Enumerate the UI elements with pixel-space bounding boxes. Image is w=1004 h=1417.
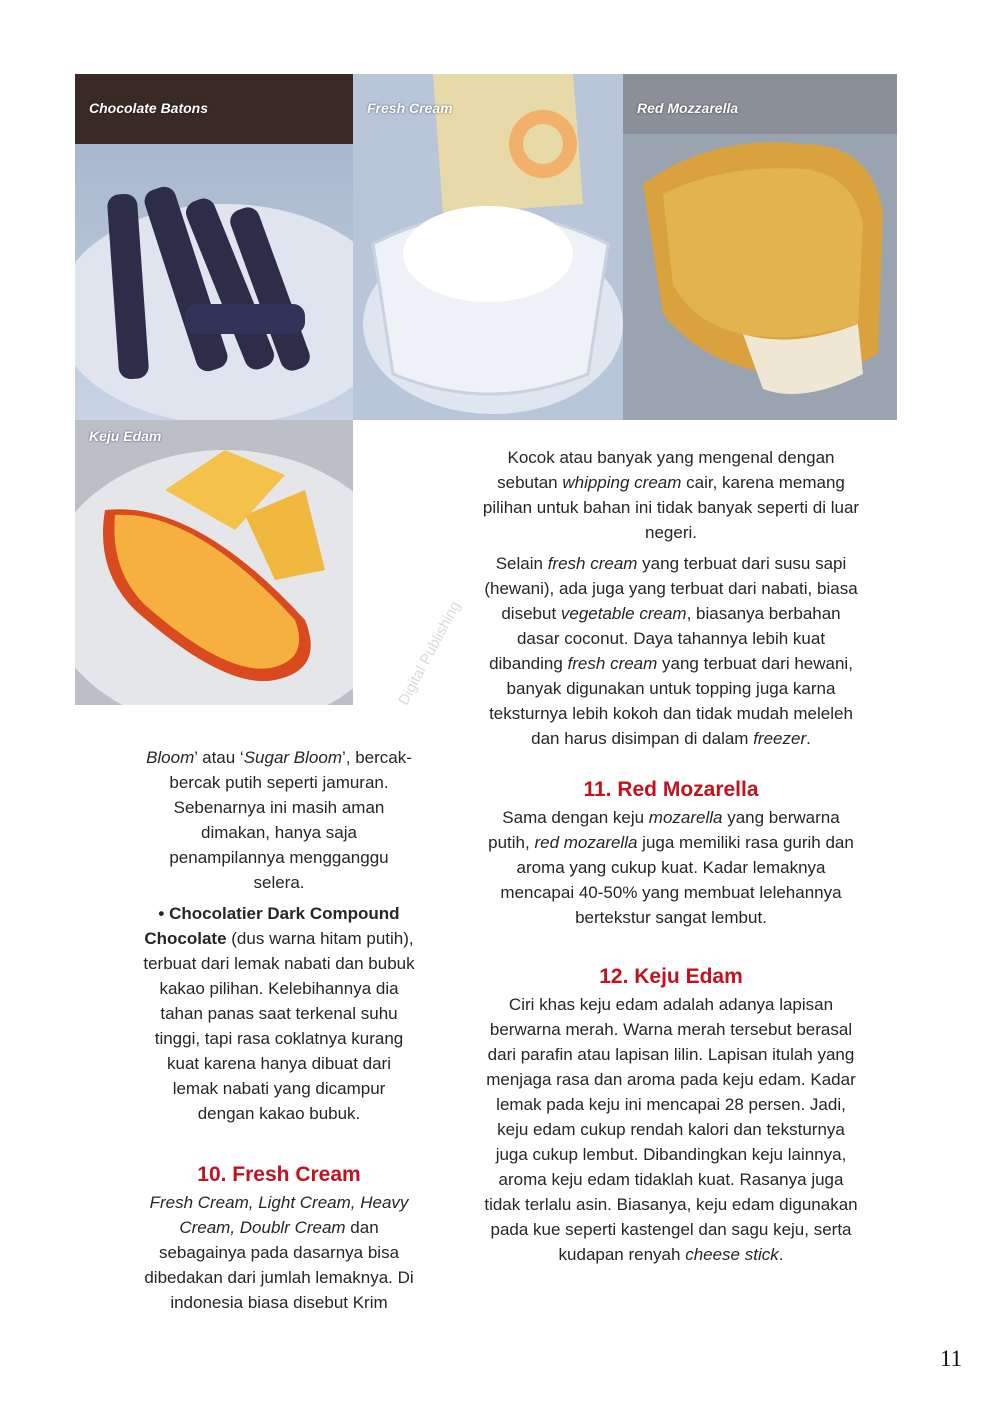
bloom-paragraph xyxy=(143,745,415,895)
bloom-term: Bloom xyxy=(146,748,195,767)
chocolate-batons-caption: Chocolate Batons xyxy=(89,100,209,116)
fresh-cream-photo xyxy=(353,74,623,420)
fresh-cream-term-2: fresh cream xyxy=(567,654,658,673)
mozz-text-c: juga memiliki rasa gurih dan aroma yang cukup kuat. Kadar lemaknya mencapai 40-50% yang membuat lelehannya bertekstur sangat lembut. xyxy=(500,833,854,927)
red-mozzarella-caption: Red Mozzarella xyxy=(637,100,739,116)
mozz-text-a: Sama dengan keju xyxy=(502,808,649,827)
veg-text-c: , biasanya berbahan dasar coconut. Daya tahannya lebih kuat dibanding xyxy=(489,604,841,673)
vegetable-cream-term: vegetable cream xyxy=(560,604,687,623)
watermark: Digital Publishing xyxy=(395,598,465,708)
vegetable-cream-paragraph xyxy=(480,551,862,751)
edam-text-b: . xyxy=(778,1245,784,1264)
bloom-text-b: ’, bercak-bercak putih seperti jamuran. Sebenarnya ini masih aman dimakan, hanya saja penampilannya mengganggu selera. xyxy=(169,748,412,892)
freezer-term: freezer xyxy=(753,729,807,748)
cream-types: Fresh Cream, Light Cream, Heavy Cream, Doublr Cream xyxy=(149,1193,409,1237)
whipping-cream-paragraph xyxy=(480,445,862,545)
heading-fresh-cream: 10. Fresh Cream xyxy=(197,1163,361,1186)
sugar-bloom-term: Sugar Bloom xyxy=(243,748,342,767)
bloom-text-a: ’ atau ‘ xyxy=(194,748,244,767)
fresh-cream-term: fresh cream xyxy=(547,554,638,573)
mozz-text-b: yang berwarna putih, xyxy=(488,808,840,852)
whipping-text-b: cair, karena memang pilihan untuk bahan ini tidak banyak seperti di luar negeri. xyxy=(482,473,860,542)
veg-text-a: Selain xyxy=(495,554,548,573)
chocolate-batons-photo xyxy=(75,74,353,420)
fresh-cream-image xyxy=(353,74,623,420)
compound-chocolate-paragraph xyxy=(143,901,415,1126)
red-mozarella-paragraph xyxy=(480,805,862,930)
cheese-stick-term: cheese stick xyxy=(685,1245,779,1264)
keju-edam-image xyxy=(75,420,353,705)
compound-chocolate-title: • Chocolatier Dark Compound Chocolate xyxy=(144,904,400,948)
whipping-cream-term: whipping cream xyxy=(562,473,682,492)
page-number: 11 xyxy=(940,1346,963,1371)
whipping-text-a: Kocok atau banyak yang mengenal dengan sebutan xyxy=(497,448,835,492)
red-mozzarella-image xyxy=(623,74,897,420)
keju-edam-paragraph xyxy=(480,992,862,1267)
heading-red-mozarella: 11. Red Mozarella xyxy=(583,778,759,801)
red-mozzarella-photo xyxy=(623,74,897,420)
chocolate-batons-image xyxy=(75,74,353,420)
keju-edam-photo xyxy=(75,420,353,705)
edam-text-a: Ciri khas keju edam adalah adanya lapisan berwarna merah. Warna merah tersebut berasal dari parafin atau lapisan lilin. Lapisan itulah yang menjaga rasa dan aroma pada keju edam. Kadar lemak pada keju ini mencapai 28 persen. Jadi, keju edam cukup rendah kalori dan teksturnya juga cukup lembut. Dibandingkan keju lainnya, aroma keju edam tidaklah kuat. Rasanya juga tidak terlalu asin. Biasanya, keju edam digunakan pada kue seperti kastengel dan sagu keju, serta kudapan renyah xyxy=(484,995,858,1264)
veg-text-d: yang terbuat dari hewani, banyak digunakan untuk topping juga karna teksturnya lebih kokoh dan tidak mudah meleleh dan harus disimpan di dalam xyxy=(489,654,853,748)
veg-text-b: yang terbuat dari susu sapi (hewani), ada juga yang terbuat dari nabati, biasa disebut xyxy=(484,554,858,623)
fresh-cream-paragraph xyxy=(143,1190,415,1315)
heading-keju-edam: 12. Keju Edam xyxy=(599,965,743,988)
veg-text-e: . xyxy=(806,729,811,748)
red-mozarella-term: red mozarella xyxy=(534,833,638,852)
left-column xyxy=(143,745,415,1315)
fresh-cream-caption: Fresh Cream xyxy=(367,100,453,116)
fresh-cream-text: dan sebagainya pada dasarnya bisa dibedakan dari jumlah lemaknya. Di indonesia biasa disebut Krim xyxy=(144,1218,414,1312)
mozarella-term: mozarella xyxy=(648,808,723,827)
keju-edam-caption: Keju Edam xyxy=(89,428,162,444)
compound-chocolate-text: (dus warna hitam putih), terbuat dari lemak nabati dan bubuk kakao pilihan. Kelebihannya dia tahan panas saat terkenal suhu tinggi, tapi rasa coklatnya kurang kuat karena hanya dibuat dari lemak nabati yang dicampur dengan kakao bubuk. xyxy=(143,929,415,1123)
right-column xyxy=(480,445,862,1267)
